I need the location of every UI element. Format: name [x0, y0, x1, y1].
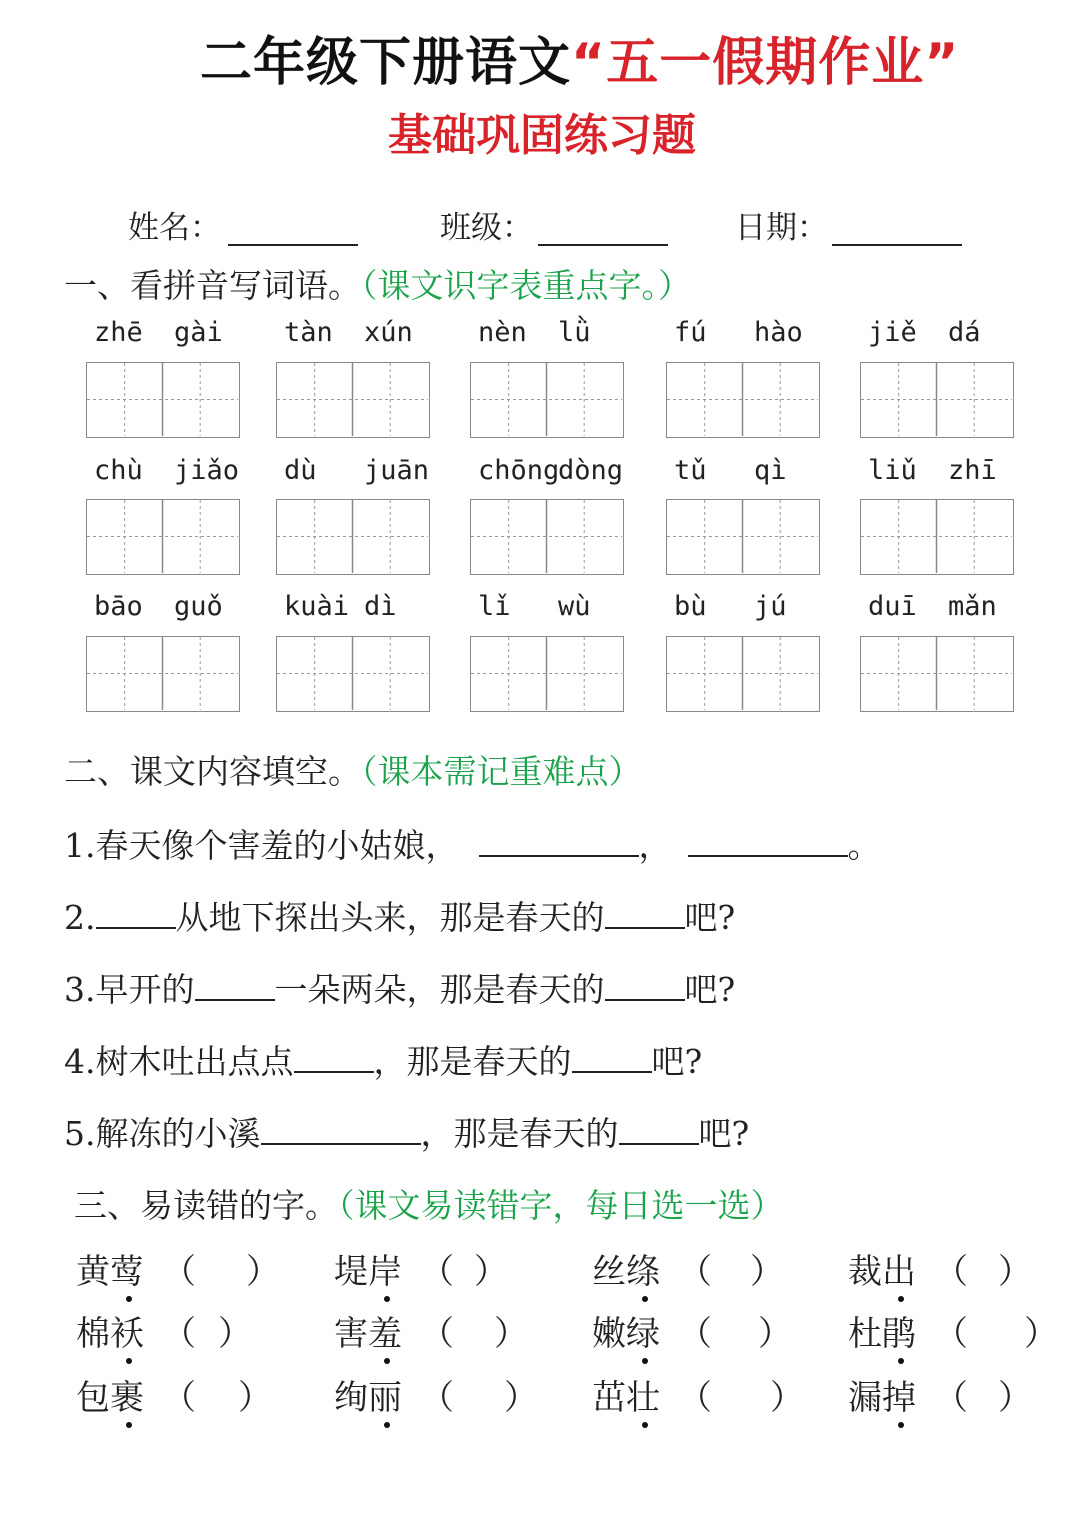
tianzige-box[interactable]	[860, 636, 1014, 712]
q2-text-c: 吧?	[684, 898, 736, 937]
date-label: 日期：	[735, 210, 828, 246]
answer-paren-open: （	[678, 1378, 712, 1418]
fill-question-1	[64, 824, 881, 868]
q3-blank-1[interactable]	[195, 969, 275, 1001]
reading-word: 绚丽	[334, 1378, 402, 1418]
emphasis-dot	[384, 1358, 390, 1364]
q3-text-a: 3.早开的	[64, 970, 195, 1009]
answer-paren-close: ）	[218, 1314, 252, 1354]
answer-paren-close: ）	[770, 1378, 804, 1418]
q2-text-b: 从地下探出头来，那是春天的	[175, 898, 605, 937]
emphasis-dot	[126, 1296, 132, 1302]
answer-paren-open: （	[420, 1314, 454, 1354]
pinyin-syllable: qì	[754, 455, 787, 486]
emphasis-dot	[898, 1358, 904, 1364]
pinyin-syllable: hào	[754, 317, 803, 348]
q4-text-a: 4.树木吐出点点	[64, 1042, 294, 1081]
answer-paren-close: ）	[246, 1252, 280, 1292]
pinyin-syllable: duī	[868, 591, 917, 622]
answer-paren-open: （	[162, 1378, 196, 1418]
emphasis-dot	[898, 1422, 904, 1428]
tianzige-box[interactable]	[86, 636, 240, 712]
tianzige-box[interactable]	[860, 499, 1014, 575]
q3-blank-2[interactable]	[605, 969, 685, 1001]
answer-paren-close: ）	[758, 1314, 792, 1354]
class-label: 班级：	[440, 210, 533, 246]
title-highlight: “五一假期作业”	[571, 33, 960, 93]
pinyin-syllable: mǎn	[948, 591, 997, 622]
pinyin-syllable: jiǎo	[174, 455, 240, 486]
section2-hint: （课本需记重难点）	[361, 752, 642, 791]
pinyin-syllable: wù	[558, 591, 591, 622]
answer-input[interactable]	[714, 1310, 760, 1354]
answer-input[interactable]	[970, 1248, 1000, 1292]
pinyin-syllable: zhī	[948, 455, 997, 486]
q5-blank-1[interactable]	[261, 1113, 421, 1145]
q4-text-c: 吧?	[651, 1042, 703, 1081]
q3-text-c: 吧?	[684, 970, 736, 1009]
tianzige-box[interactable]	[276, 362, 430, 438]
emphasis-dot	[898, 1296, 904, 1302]
section3-heading	[74, 1184, 784, 1228]
emphasis-dot	[384, 1296, 390, 1302]
q1-blank-2[interactable]	[688, 825, 848, 857]
emphasis-dot	[642, 1422, 648, 1428]
reading-word: 包裹	[76, 1378, 144, 1418]
emphasis-dot	[126, 1358, 132, 1364]
pinyin-syllable: jiě	[868, 317, 917, 348]
answer-paren-open: （	[420, 1378, 454, 1418]
tianzige-box[interactable]	[86, 362, 240, 438]
answer-paren-close: ）	[474, 1252, 508, 1292]
answer-paren-close: ）	[750, 1252, 784, 1292]
section3-hint: （课文易读错字，每日选一选）	[338, 1186, 784, 1225]
reading-word: 漏掉	[848, 1378, 916, 1418]
pinyin-syllable: fú	[674, 317, 707, 348]
answer-paren-open: （	[934, 1314, 968, 1354]
pinyin-syllable: bù	[674, 591, 707, 622]
answer-paren-close: ）	[238, 1378, 272, 1418]
pinyin-syllable: chōng	[478, 455, 560, 486]
pinyin-syllable: lǐ	[478, 591, 511, 622]
answer-paren-open: （	[678, 1314, 712, 1354]
answer-paren-open: （	[678, 1252, 712, 1292]
reading-word: 堤岸	[334, 1252, 402, 1292]
pinyin-syllable: bāo	[94, 591, 143, 622]
pinyin-syllable: lǜ	[558, 317, 591, 348]
q3-text-b: 一朵两朵，那是春天的	[274, 970, 605, 1009]
tianzige-box[interactable]	[470, 499, 624, 575]
section1-heading	[64, 264, 691, 308]
pinyin-syllable: dì	[364, 591, 397, 622]
pinyin-syllable: tàn	[284, 317, 333, 348]
name-label: 姓名：	[128, 210, 221, 246]
answer-paren-open: （	[162, 1252, 196, 1292]
answer-paren-close: ）	[494, 1314, 528, 1354]
q5-text-a: 5.解冻的小溪	[64, 1114, 261, 1153]
pinyin-syllable: zhē	[94, 317, 143, 348]
emphasis-dot	[126, 1422, 132, 1428]
tianzige-box[interactable]	[666, 499, 820, 575]
answer-input[interactable]	[456, 1248, 476, 1292]
tianzige-box[interactable]	[276, 499, 430, 575]
tianzige-box[interactable]	[860, 362, 1014, 438]
pinyin-syllable: nèn	[478, 317, 527, 348]
pinyin-syllable: liǔ	[868, 455, 917, 486]
q2-text-a: 2.	[64, 898, 96, 937]
tianzige-box[interactable]	[470, 636, 624, 712]
answer-input[interactable]	[714, 1374, 772, 1418]
reading-word: 茁壮	[592, 1378, 660, 1418]
class-field[interactable]	[538, 244, 668, 246]
page-title	[200, 28, 959, 98]
reading-word: 丝绦	[592, 1252, 660, 1292]
answer-input[interactable]	[714, 1248, 752, 1292]
q1-text-b: ，	[638, 826, 672, 865]
answer-input[interactable]	[198, 1248, 248, 1292]
q5-blank-2[interactable]	[619, 1113, 699, 1145]
section2-heading	[64, 750, 642, 794]
answer-input[interactable]	[456, 1374, 506, 1418]
answer-paren-close: ）	[998, 1378, 1032, 1418]
pinyin-syllable: chù	[94, 455, 143, 486]
q5-text-b: ，那是春天的	[420, 1114, 619, 1153]
q4-blank-2[interactable]	[572, 1041, 652, 1073]
pinyin-syllable: juān	[364, 455, 430, 486]
tianzige-box[interactable]	[276, 636, 430, 712]
q1-blank-1[interactable]	[479, 825, 639, 857]
q4-text-b: ，那是春天的	[373, 1042, 572, 1081]
tianzige-box[interactable]	[666, 362, 820, 438]
emphasis-dot	[642, 1296, 648, 1302]
answer-paren-close: ）	[998, 1252, 1032, 1292]
tianzige-box[interactable]	[666, 636, 820, 712]
q1-text-c: 。	[847, 826, 881, 865]
reading-word: 害羞	[334, 1314, 402, 1354]
pinyin-syllable: jú	[754, 591, 787, 622]
q1-text-a: 1.春天像个害羞的小姑娘，	[64, 826, 459, 865]
name-field[interactable]	[228, 244, 358, 246]
answer-input[interactable]	[970, 1374, 1000, 1418]
answer-input[interactable]	[456, 1310, 496, 1354]
q2-blank-2[interactable]	[605, 897, 685, 929]
answer-paren-close: ）	[504, 1378, 538, 1418]
tianzige-box[interactable]	[470, 362, 624, 438]
date-field[interactable]	[832, 244, 962, 246]
answer-paren-open: （	[162, 1314, 196, 1354]
answer-paren-open: （	[420, 1252, 454, 1292]
answer-paren-open: （	[934, 1378, 968, 1418]
pinyin-syllable: xún	[364, 317, 413, 348]
fill-question-2	[64, 896, 735, 940]
q5-text-c: 吧?	[698, 1114, 750, 1153]
fill-question-5	[64, 1112, 749, 1156]
section1-hint: （课文识字表重点字。）	[361, 266, 691, 305]
fill-question-4	[64, 1040, 702, 1084]
q4-blank-1[interactable]	[294, 1041, 374, 1073]
fill-question-3	[64, 968, 735, 1012]
answer-input[interactable]	[970, 1310, 1026, 1354]
page-subtitle: 基础巩固练习题	[388, 110, 696, 161]
emphasis-dot	[384, 1422, 390, 1428]
tianzige-box[interactable]	[86, 499, 240, 575]
pinyin-syllable: dá	[948, 317, 981, 348]
section2-title: 二、课文内容填空。	[64, 752, 361, 791]
answer-paren-open: （	[934, 1252, 968, 1292]
pinyin-syllable: tǔ	[674, 455, 707, 486]
reading-word: 黄莺	[76, 1252, 144, 1292]
pinyin-syllable: gài	[174, 317, 223, 348]
section3-title: 三、易读错的字。	[74, 1186, 338, 1225]
title-main: 二年级下册语文	[200, 33, 572, 93]
answer-input[interactable]	[198, 1310, 220, 1354]
pinyin-syllable: kuài	[284, 591, 350, 622]
q2-blank-1[interactable]	[96, 897, 176, 929]
answer-paren-close: ）	[1024, 1314, 1058, 1354]
section1-title: 一、看拼音写词语。	[64, 266, 361, 305]
reading-word: 嫩绿	[592, 1314, 660, 1354]
pinyin-syllable: guǒ	[174, 591, 223, 622]
reading-word: 裁出	[848, 1252, 916, 1292]
emphasis-dot	[642, 1358, 648, 1364]
reading-word: 棉袄	[76, 1314, 144, 1354]
pinyin-syllable: dòng	[558, 455, 624, 486]
reading-word: 杜鹃	[848, 1314, 916, 1354]
pinyin-syllable: dù	[284, 455, 317, 486]
answer-input[interactable]	[198, 1374, 240, 1418]
